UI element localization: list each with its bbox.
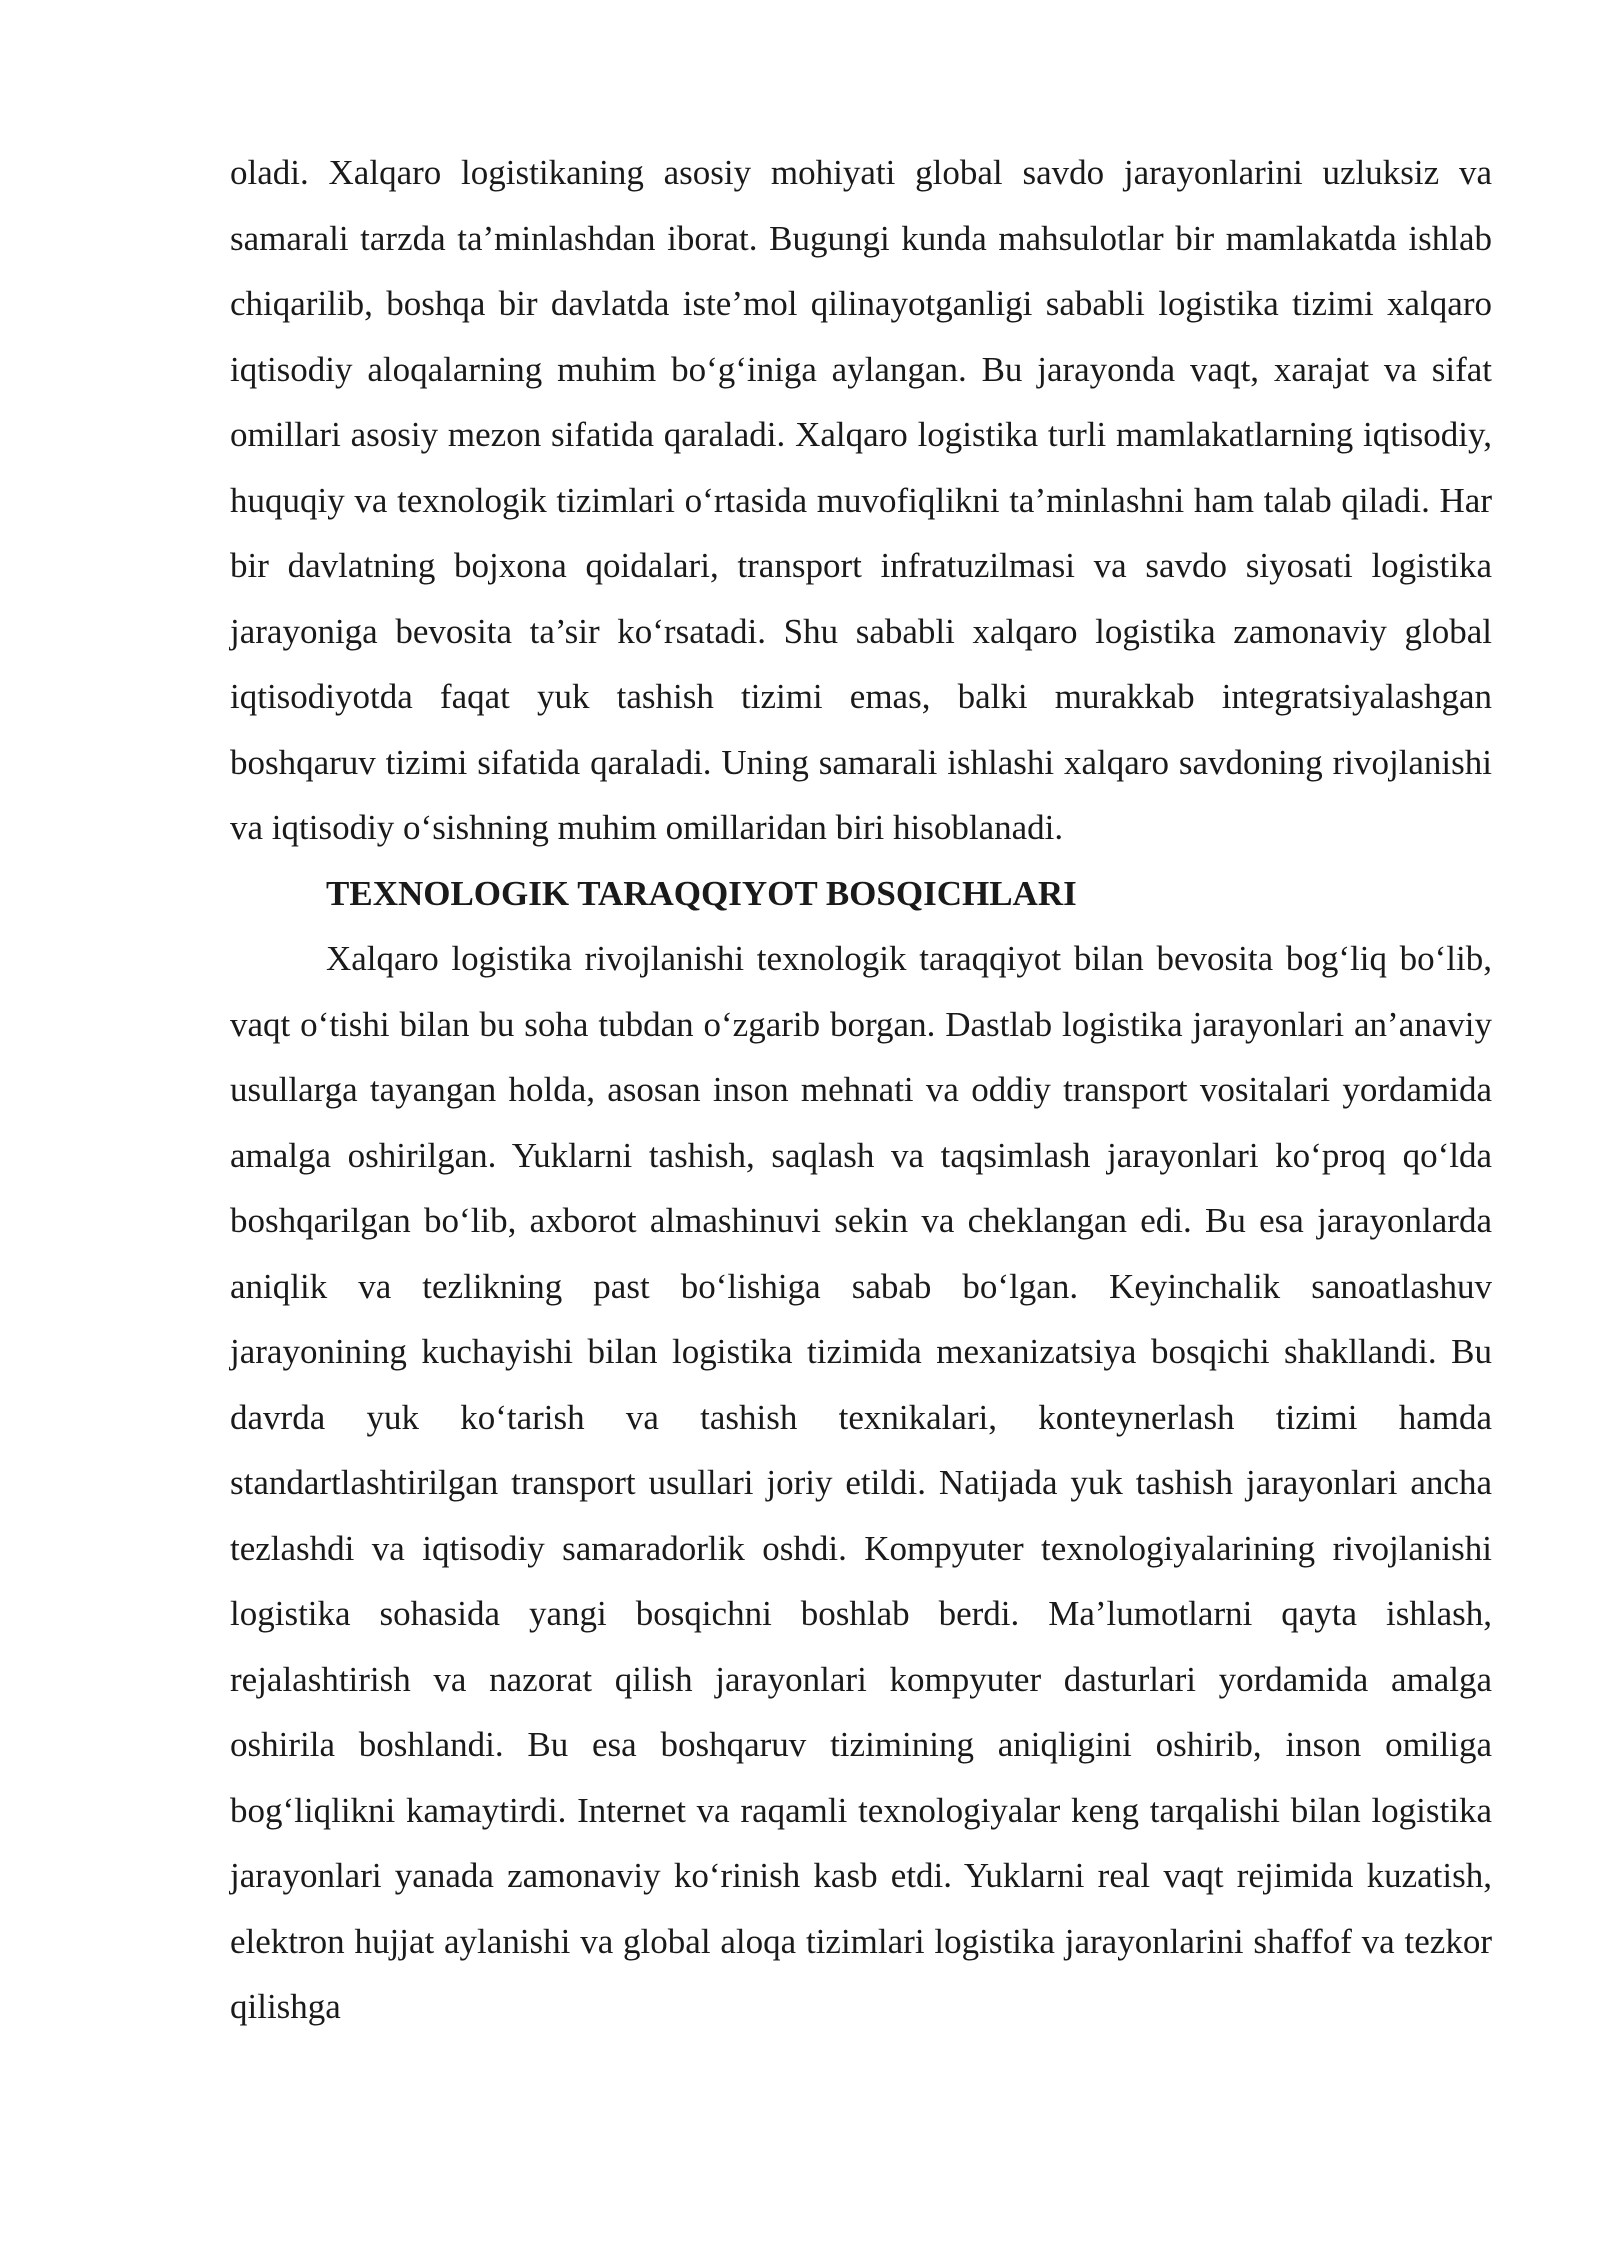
paragraph-main: Xalqaro logistika rivojlanishi texnologik taraqqiyot bilan bevosita bog‘liq bo‘lib, vaqt o‘tishi bilan bu soha tubdan o‘zgarib borgan. Dastlab logistika jarayonlari an’anaviy usullarga tayangan holda, asosan inson mehnati va oddiy transport vositalari yordamida amalga oshirilgan. Yuklarni tashish, saqlash va taqsimlash jarayonlari ko‘proq qo‘lda boshqarilgan bo‘lib, axborot almashinuvi sekin va cheklangan edi. Bu esa jarayonlarda aniqlik va tezlikning past bo‘lishiga sabab bo‘lgan. Keyinchalik sanoatlashuv jarayonining kuchayishi bilan logistika tizimida mexanizatsiya bosqichi shakllandi. Bu davrda yuk ko‘tarish va tashish texnikalari, konteynerlash tizimi hamda standartlashtirilgan transport usullari joriy etildi. Natijada yuk tashish jarayonlari ancha tezlashdi va iqtisodiy samaradorlik oshdi. Kompyuter texnologiyalarining rivojlanishi logistika sohasida yangi bosqichni boshlab berdi. Ma’lumotlarni qayta ishlash, rejalashtirish va nazorat qilish jarayonlari kompyuter dasturlari yordamida amalga oshirila boshlandi. Bu esa boshqaruv tizimining aniqligini oshirib, inson omiliga bog‘liqlikni kamaytirdi. Internet va raqamli texnologiyalar keng tarqalishi bilan logistika jarayonlari yanada zamonaviy ko‘rinish kasb etdi. Yuklarni real vaqt rejimida kuzatish, elektron hujjat aylanishi va global aloqa tizimlari logistika jarayonlarini shaffof va tezkor qilishga [230, 939, 1492, 2026]
document-body [230, 140, 1492, 2040]
paragraph-continued: oladi. Xalqaro logistikaning asosiy mohiyati global savdo jarayonlarini uzluksiz va samarali tarzda ta’minlashdan iborat. Bugungi kunda mahsulotlar bir mamlakatda ishlab chiqarilib, boshqa bir davlatda iste’mol qilinayotganligi sababli logistika tizimi xalqaro iqtisodiy aloqalarning muhim bo‘g‘iniga aylangan. Bu jarayonda vaqt, xarajat va sifat omillari asosiy mezon sifatida qaraladi. Xalqaro logistika turli mamlakatlarning iqtisodiy, huquqiy va texnologik tizimlari o‘rtasida muvofiqlikni ta’minlashni ham talab qiladi. Har bir davlatning bojxona qoidalari, transport infratuzilmasi va savdo siyosati logistika jarayoniga bevosita ta’sir ko‘rsatadi. Shu sababli xalqaro logistika zamonaviy global iqtisodiyotda faqat yuk tashish tizimi emas, balki murakkab integratsiyalashgan boshqaruv tizimi sifatida qaraladi. Uning samarali ishlashi xalqaro savdoning rivojlanishi va iqtisodiy o‘sishning muhim omillaridan biri hisoblanadi. [230, 153, 1492, 847]
section-heading: TEXNOLOGIK TARAQQIYOT BOSQICHLARI [326, 873, 1077, 913]
